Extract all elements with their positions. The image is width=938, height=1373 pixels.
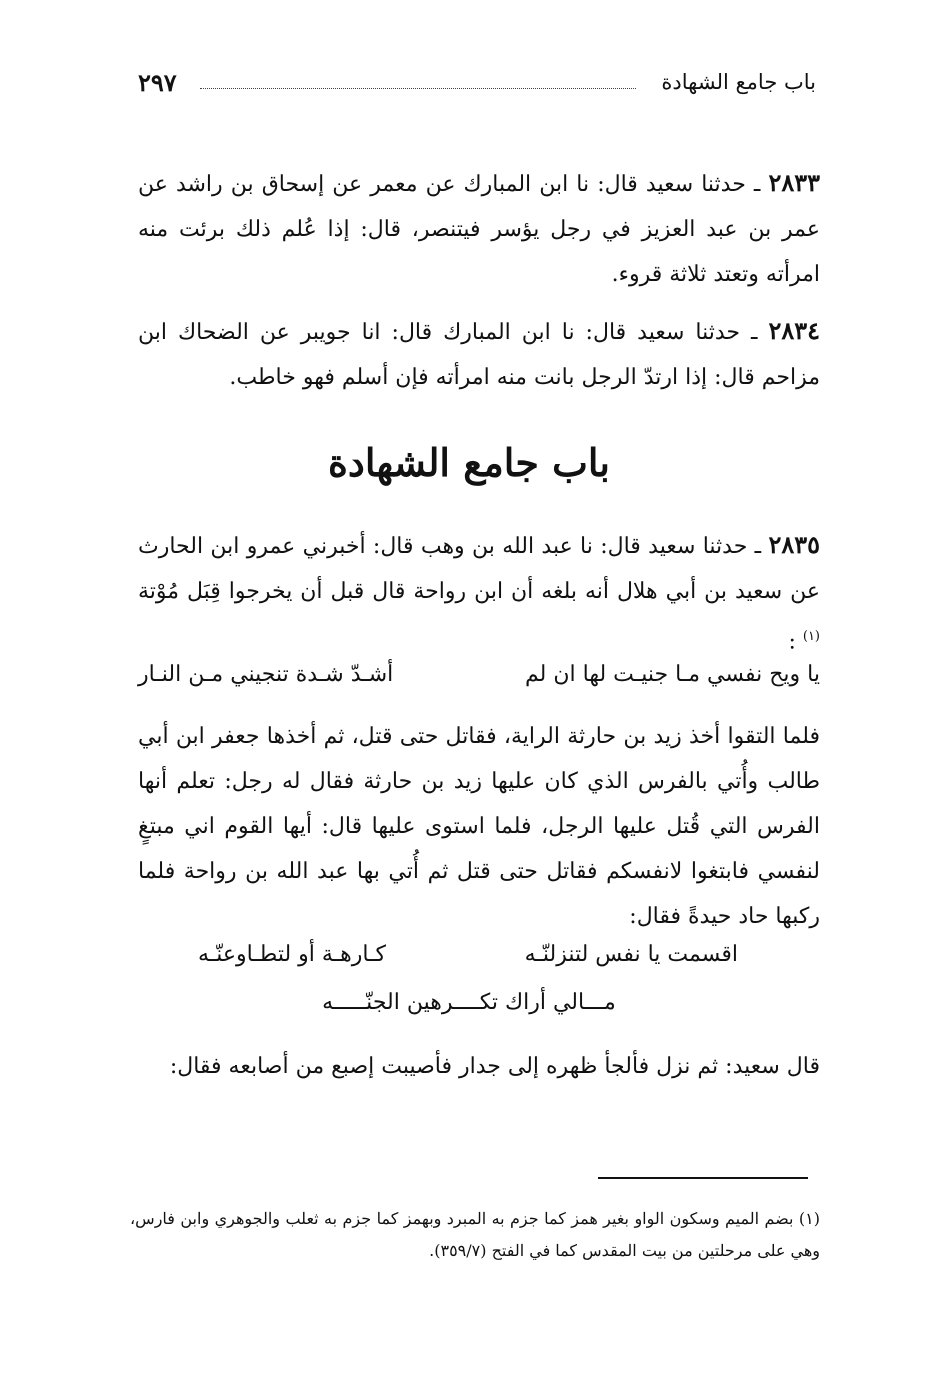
section-title: باب جامع الشهادة — [328, 440, 610, 485]
hadith-2833 — [138, 160, 820, 297]
hadith-2834 — [138, 308, 820, 400]
hadith-number: ٢٨٣٤ — [768, 316, 820, 345]
hadith-text: ـ حدثنا سعيد قال: نا ابن المبارك عن معمر عن إسحاق بن راشد عن عمر بن عبد العزيز في رجل يؤسر فيتنصر، قال: إذا عُلم ذلك برئت منه امرأته وتعتد ثلاثة قروء. — [138, 172, 820, 287]
intro-colon: : — [788, 629, 796, 655]
running-title: باب جامع الشهادة — [661, 70, 816, 94]
footnote-marker: (١) — [802, 629, 820, 644]
verse-line-2 — [198, 942, 738, 967]
page-number: ٢٩٧ — [138, 68, 177, 97]
hadith-2835-closing: قال سعيد: ثم نزل فألجأ ظهره إلى جدار فأصيبت إصبع من أصابعه فقال: — [169, 1054, 820, 1079]
verse-line-1 — [138, 662, 820, 687]
hadith-2835-intro — [138, 522, 820, 664]
header-dotted-rule — [200, 88, 636, 89]
hadith-text: ـ حدثنا سعيد قال: نا ابن المبارك قال: انا جويبر عن الضحاك ابن مزاحم قال: إذا ارتدّ الرجل بانت منه امرأته فإن أسلم فهو خاطب. — [138, 320, 820, 390]
verse-line-3: مـــالي أراك تكــــرهين الجنّـــــه — [322, 990, 616, 1015]
hadith-number: ٢٨٣٣ — [768, 168, 820, 197]
hadith-number: ٢٨٣٥ — [768, 530, 820, 559]
hadith-2835-narrative: فلما التقوا أخذ زيد بن حارثة الراية، فقاتل حتى قتل، ثم أخذها جعفر ابن أبي طالب وأُتي بالفرس الذي كان عليها زيد بن حارثة فقال له رجل: تعلم أنها الفرس التي قُتل عليها الرجل، فلما استوى عليها قال: أيها القوم اني مبتغٍ لنفسي فابتغوا لانفسكم فقاتل حتى قتل ثم أُتي بها عبد الله بن رواحة فلما ركبها حاد حيدةً فقال: — [138, 724, 820, 929]
verse-2-second-hemistich: كـارهـة أو لتطـاوعنّـه — [198, 942, 386, 967]
footnote: (١) بضم الميم وسكون الواو بغير همز كما جزم به المبرد وبهمز كما جزم به ثعلب والجوهري وابن فارس، وهي على مرحلتين من بيت المقدس كما في الفتح (٣٥٩/٧). — [130, 1209, 820, 1260]
verse-1-first-hemistich: يا ويح نفسي مـا جنيـت لها ان لم — [525, 662, 820, 687]
hadith-text: ـ حدثنا سعيد قال: نا عبد الله بن وهب قال: أخبرني عمرو ابن الحارث عن سعيد بن أبي هلال أنه بلغه أن ابن رواحة قال قبل أن يخرجوا قِبَل مُوْتة — [138, 534, 820, 604]
footnote-rule — [598, 1177, 808, 1179]
verse-2-first-hemistich: اقسمت يا نفس لتنزلنّـه — [524, 942, 738, 967]
verse-1-second-hemistich: أشـدّ شـدة تنجيني مـن النـار — [138, 662, 394, 687]
